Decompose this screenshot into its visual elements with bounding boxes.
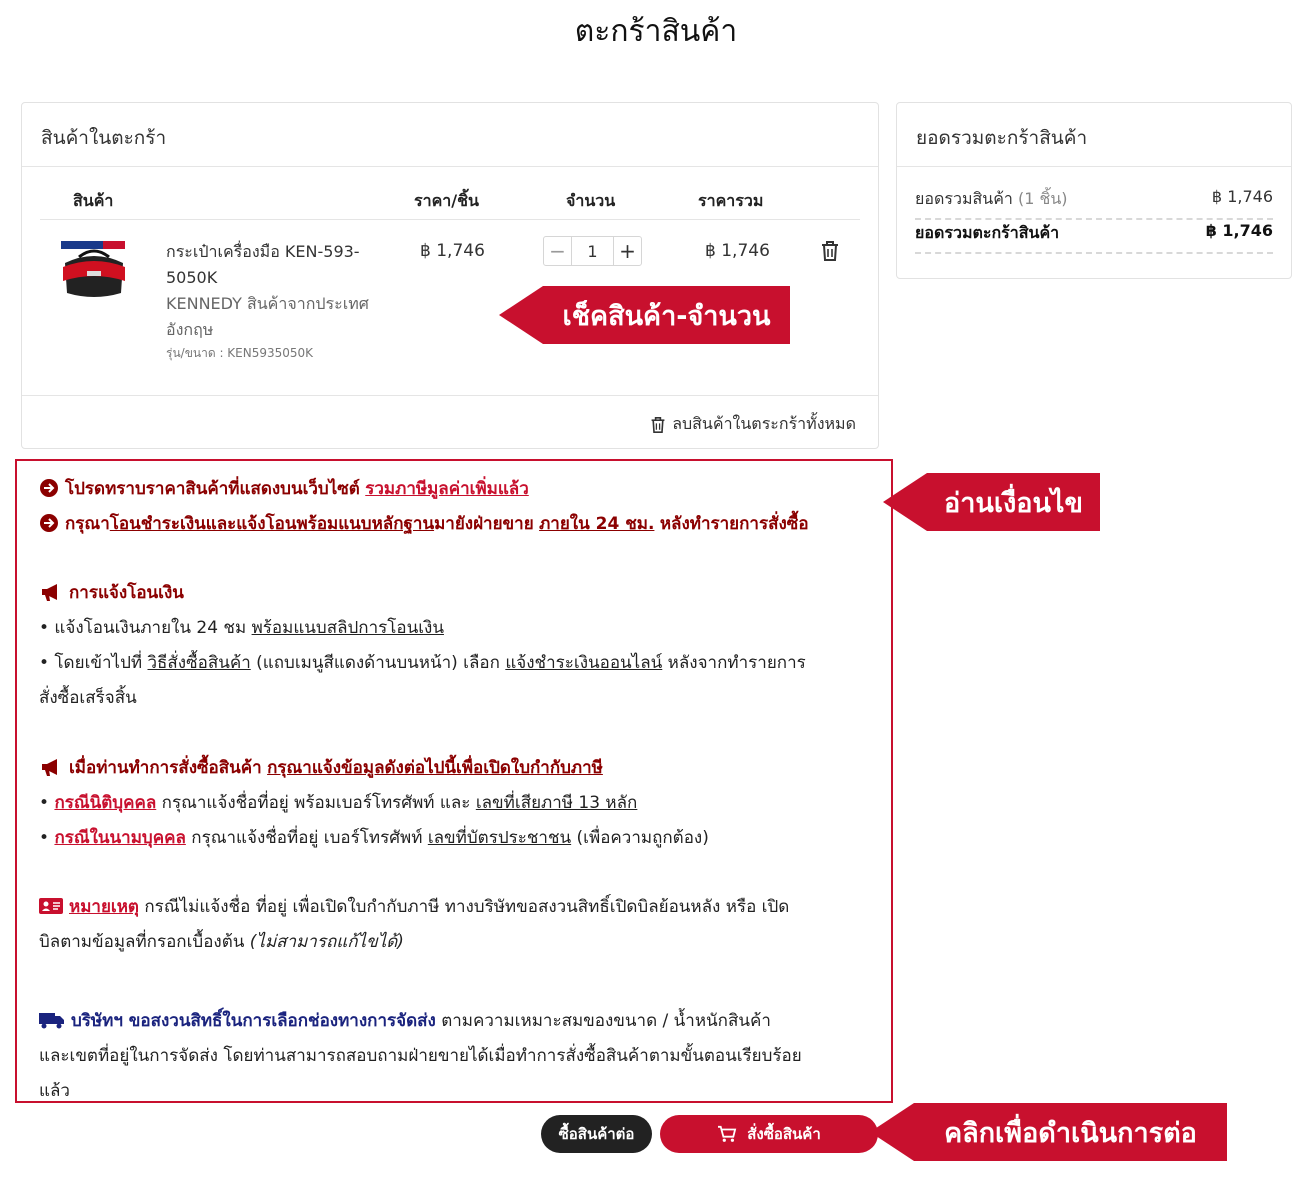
personal-label: กรณีในนามบุคคล [54, 828, 186, 848]
column-header-quantity: จำนวน [566, 191, 616, 210]
subtotal-row [915, 187, 1273, 220]
divider [40, 219, 860, 220]
callout-read-terms: อ่านเงื่อนไข [927, 473, 1100, 531]
subtotal-value: ฿ 1,746 [1211, 187, 1273, 206]
payment-deadline: ภายใน 24 ชม. [539, 514, 655, 534]
remark-line-2 [39, 928, 404, 955]
total-label: ยอดรวมตะกร้าสินค้า [915, 223, 1060, 242]
subtotal-label-text: ยอดรวมสินค้า [915, 189, 1013, 208]
trash-icon[interactable] [820, 240, 840, 262]
callout-check-items: เช็คสินค้า-จำนวน [543, 286, 790, 344]
tax-invoice-heading-text: เมื่อท่านทำการสั่งซื้อสินค้า [69, 758, 262, 778]
callout-click-continue: คลิกเพื่อดำเนินการต่อ [914, 1103, 1227, 1161]
transfer-line-2-text: • โดยเข้าไปที่ [39, 653, 143, 673]
cart-panel-title: สินค้าในตะกร้า [22, 103, 878, 167]
shipping-emphasis: บริษัทฯ ขอสงวนสิทธิ์ในการเลือกช่องทางการจัดส่ง [71, 1011, 436, 1031]
column-header-total: ราคารวม [698, 191, 764, 210]
line-total: ฿ 1,746 [705, 241, 770, 261]
tax-invoice-heading-emphasis: กรุณาแจ้งข้อมูลดังต่อไปนี้เพื่อเปิดใบกำกับภาษี [267, 758, 603, 778]
product-model: รุ่น/ขนาด : KEN5935050K [166, 346, 314, 360]
transfer-line-2-text: (แถบเมนูสีแดงด้านบนหน้า) เลือก [256, 653, 500, 673]
column-header-unit-price: ราคา/ชิ้น [414, 191, 479, 210]
corporate-label: กรณีนิติบุคคล [54, 793, 157, 813]
vat-notice [39, 475, 529, 502]
product-image[interactable] [59, 241, 129, 303]
arrow-circle-right-icon [39, 513, 59, 533]
trash-icon [650, 416, 666, 434]
transfer-heading [39, 579, 184, 606]
increase-quantity-button[interactable]: + [613, 237, 641, 265]
terms-box [15, 459, 893, 1103]
transfer-line-1-text: • แจ้งโอนเงินภายใน 24 ชม [39, 618, 247, 638]
megaphone-icon [39, 757, 63, 777]
payment-notice-text: หลังทำรายการสั่งซื้อ [659, 514, 809, 534]
divider [22, 395, 878, 396]
shipping-line-2: และเขตที่อยู่ในการจัดส่ง โดยท่านสามารถสอบถามฝ่ายขายได้เมื่อทำการสั่งซื้อสินค้าตามขั้นตอนเรียบร้อย [39, 1046, 802, 1066]
quantity-input[interactable] [572, 237, 613, 265]
personal-text: กรุณาแจ้งชื่อที่อยู่ เบอร์โทรศัพท์ [191, 828, 423, 848]
subtotal-count: (1 ชิ้น) [1017, 189, 1068, 208]
remark-text: บิลตามข้อมูลที่กรอกเบื้องต้น [39, 932, 245, 952]
attach-slip-link[interactable]: พร้อมแนบสลิปการโอนเงิน [251, 618, 444, 638]
payment-notice [39, 510, 809, 537]
clear-cart-label: ลบสินค้าในตระกร้าทั้งหมด [672, 414, 856, 433]
corporate-text: กรุณาแจ้งชื่อที่อยู่ พร้อมเบอร์โทรศัพท์ และ [161, 793, 471, 813]
cart-icon [717, 1125, 737, 1143]
quantity-stepper [543, 236, 642, 266]
arrow-circle-right-icon [39, 478, 59, 498]
personal-text: (เพื่อความถูกต้อง) [576, 828, 709, 848]
personal-line: • กรณีในนามบุคคล กรุณาแจ้งชื่อที่อยู่ เบอร์โทรศัพท์ เลขที่บัตรประชาชน (เพื่อความถูกต้อง) [39, 828, 709, 848]
unit-price: ฿ 1,746 [420, 241, 485, 261]
place-order-label: สั่งซื้อสินค้า [747, 1125, 821, 1143]
transfer-line-2 [39, 649, 806, 676]
payment-notice-text: มายังฝ่ายขาย [434, 514, 534, 534]
transfer-heading-text: การแจ้งโอนเงิน [69, 583, 184, 603]
megaphone-icon [39, 582, 63, 602]
total-row [915, 221, 1273, 254]
subtotal-label [915, 187, 1068, 212]
payment-notice-text: กรุณา [65, 514, 110, 534]
corporate-line: • กรณีนิติบุคคล กรุณาแจ้งชื่อที่อยู่ พร้อมเบอร์โทรศัพท์ และ เลขที่เสียภาษี 13 หลัก [39, 793, 638, 813]
vat-notice-text: โปรดทราบราคาสินค้าที่แสดงบนเว็บไซต์ [65, 479, 360, 499]
truck-icon [39, 1010, 65, 1030]
cart-panel [21, 102, 879, 449]
clear-cart-button[interactable] [650, 412, 856, 437]
tax-invoice-heading [39, 754, 603, 781]
product-name[interactable]: กระเป๋าเครื่องมือ KEN-593-5050K [166, 242, 360, 287]
how-to-order-link[interactable]: วิธีสั่งซื้อสินค้า [147, 653, 251, 673]
payment-notice-emphasis: โอนชำระเงินและแจ้งโอนพร้อมแนบหลักฐาน [109, 514, 435, 534]
continue-shopping-button[interactable]: ซื้อสินค้าต่อ [541, 1115, 652, 1153]
transfer-line-1 [39, 614, 444, 641]
id-card-icon [39, 896, 63, 916]
product-brand: KENNEDY สินค้าจากประเทศอังกฤษ [166, 294, 369, 339]
transfer-line-3: สั่งซื้อเสร็จสิ้น [39, 688, 137, 708]
page-title: ตะกร้าสินค้า [574, 14, 738, 49]
total-value: ฿ 1,746 [1205, 221, 1273, 240]
remark-note: (ไม่สามารถแก้ไขได้) [249, 932, 404, 952]
column-header-product: สินค้า [73, 191, 114, 210]
shipping-line [39, 1007, 771, 1034]
summary-panel-title: ยอดรวมตะกร้าสินค้า [897, 103, 1291, 167]
decrease-quantity-button[interactable]: − [544, 237, 572, 265]
shipping-line-3: แล้ว [39, 1081, 70, 1101]
vat-included-link[interactable]: รวมภาษีมูลค่าเพิ่มแล้ว [365, 479, 529, 499]
remark-label: หมายเหตุ [69, 897, 139, 917]
tax-id-text: เลขที่เสียภาษี 13 หลัก [475, 793, 638, 813]
online-payment-link[interactable]: แจ้งชำระเงินออนไลน์ [505, 653, 663, 673]
place-order-button[interactable] [660, 1115, 878, 1153]
id-card-text: เลขที่บัตรประชาชน [427, 828, 572, 848]
shipping-text: ตามความเหมาะสมของขนาด / น้ำหนักสินค้า [441, 1011, 771, 1031]
remark-text: กรณีไม่แจ้งชื่อ ที่อยู่ เพื่อเปิดใบกำกับภาษี ทางบริษัทขอสงวนสิทธิ์เปิดบิลย้อนหลัง หรือ เปิด [144, 897, 790, 917]
summary-panel [896, 102, 1292, 279]
transfer-line-2-text: หลังจากทำรายการ [667, 653, 806, 673]
remark-line [39, 893, 789, 920]
